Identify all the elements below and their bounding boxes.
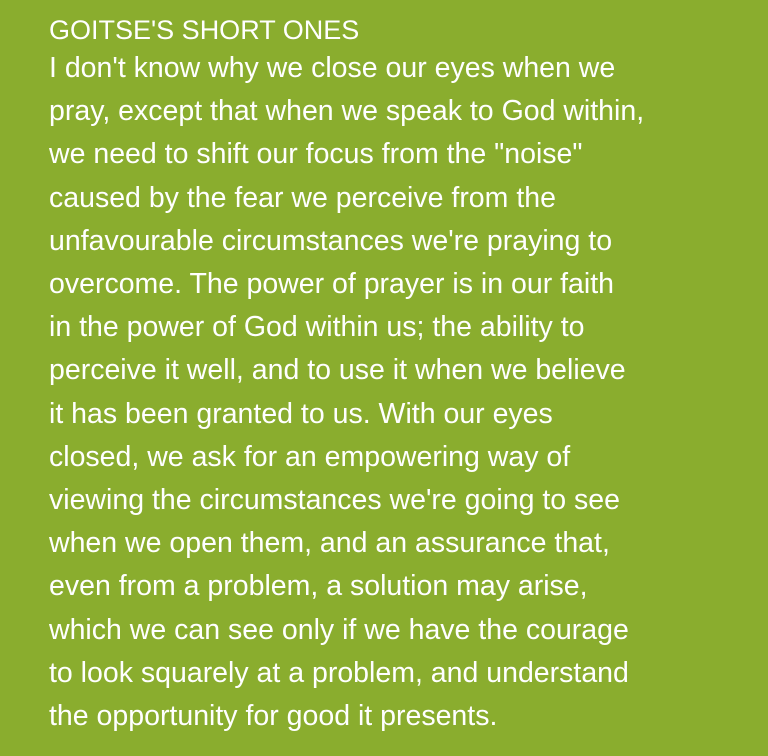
body-line: in the power of God within us; the ability to [49,311,585,344]
body-line: caused by the fear we perceive from the [49,181,556,214]
body-line: unfavourable circumstances we're praying to [49,224,613,257]
body-line: perceive it well, and to use it when we believe [49,354,626,387]
body-line: it has been granted to us. With our eyes [49,397,553,430]
body-line: the opportunity for good it presents. [49,700,498,733]
body-line: viewing the circumstances we're going to see [49,484,620,517]
body-line: to look squarely at a problem, and understand [49,656,629,689]
post-title: GOITSE'S SHORT ONES [49,15,360,45]
body-line: when we open them, and an assurance that, [49,527,610,560]
body-line: pray, except that when we speak to God within, [49,95,645,128]
post-body [49,47,748,738]
body-line: even from a problem, a solution may arise, [49,570,588,603]
body-line: I don't know why we close our eyes when we [49,52,616,84]
body-line: closed, we ask for an empowering way of [49,440,571,473]
body-line: we need to shift our focus from the "noise" [49,138,583,171]
body-line: which we can see only if we have the courage [49,613,629,646]
body-line: overcome. The power of prayer is in our faith [49,268,614,301]
